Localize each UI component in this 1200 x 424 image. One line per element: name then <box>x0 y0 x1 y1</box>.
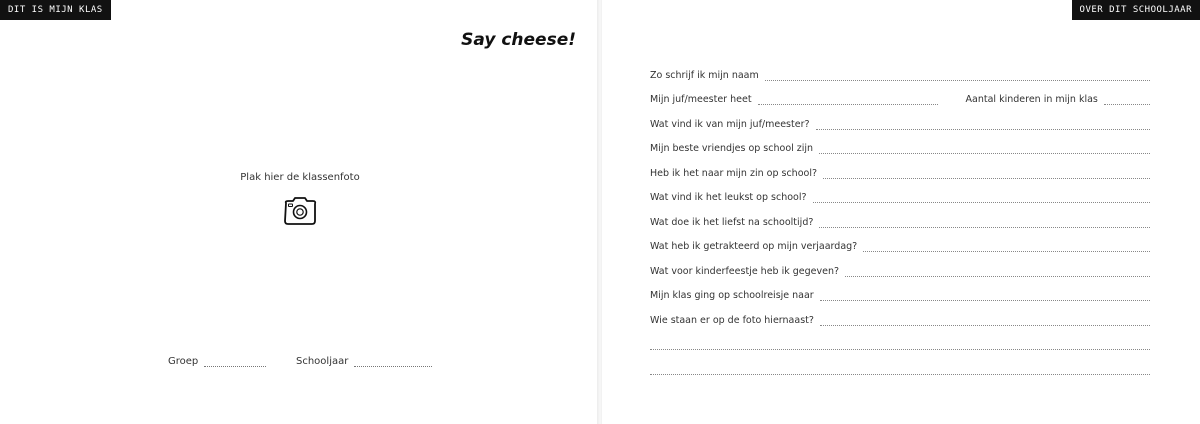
question-row[interactable] <box>650 154 1150 179</box>
answer-dotted-line[interactable] <box>820 291 1150 301</box>
question-row[interactable] <box>650 179 1150 204</box>
extra-answer-line[interactable] <box>650 350 1150 375</box>
section-tag-right: OVER DIT SCHOOLJAAR <box>1072 0 1200 20</box>
question-row[interactable] <box>650 130 1150 155</box>
photo-placeholder-label: Plak hier de klassenfoto <box>240 172 360 183</box>
extra-answer-line[interactable] <box>650 326 1150 351</box>
group-label: Groep <box>168 356 199 367</box>
group-field[interactable] <box>168 356 266 367</box>
name-row[interactable] <box>650 56 1150 81</box>
schoolyear-field[interactable] <box>296 356 432 367</box>
question-label: Wat vind ik van mijn juf/meester? <box>650 118 810 130</box>
question-label: Mijn klas ging op schoolreisje naar <box>650 290 814 301</box>
question-label: Wat voor kinderfeestje heb ik gegeven? <box>650 265 840 277</box>
question-row[interactable] <box>650 228 1150 253</box>
question-list <box>650 56 1150 375</box>
question-label: Wie staan er op de foto hiernaast? <box>650 314 814 326</box>
question-row[interactable] <box>650 252 1150 277</box>
answer-dotted-line[interactable] <box>816 120 1150 130</box>
schoolyear-dotted-line[interactable] <box>354 356 432 367</box>
question-row[interactable] <box>650 277 1150 302</box>
question-label: Heb ik het naar mijn zin op school? <box>650 167 818 179</box>
question-label: Mijn beste vriendjes op school zijn <box>650 143 814 154</box>
answer-dotted-line[interactable] <box>819 218 1150 228</box>
group-dotted-line[interactable] <box>204 356 266 367</box>
class-size-dotted-line[interactable] <box>1104 95 1150 105</box>
teacher-row[interactable] <box>650 81 1150 106</box>
answer-dotted-line[interactable] <box>823 169 1150 179</box>
teacher-label: Mijn juf/meester heet <box>650 94 752 105</box>
left-page <box>0 0 598 424</box>
question-label: Wat vind ik het leukst op school? <box>650 192 807 203</box>
answer-dotted-line[interactable] <box>813 193 1150 203</box>
answer-dotted-line[interactable] <box>820 316 1150 326</box>
question-row[interactable] <box>650 301 1150 326</box>
right-page <box>602 0 1200 424</box>
answer-dotted-line[interactable] <box>765 71 1150 81</box>
answer-dotted-line[interactable] <box>845 267 1150 277</box>
schoolyear-label: Schooljaar <box>296 356 349 367</box>
question-row[interactable] <box>650 203 1150 228</box>
question-label: Wat doe ik het liefst na schooltijd? <box>650 216 814 228</box>
question-label: Wat heb ik getrakteerd op mijn verjaardag? <box>650 241 858 252</box>
camera-icon <box>282 196 318 226</box>
answer-dotted-line[interactable] <box>863 242 1150 252</box>
section-tag-left: DIT IS MIJN KLAS <box>0 0 111 20</box>
teacher-dotted-line[interactable] <box>758 95 938 105</box>
answer-dotted-line[interactable] <box>819 144 1150 154</box>
class-size-label: Aantal kinderen in mijn klas <box>965 94 1098 105</box>
question-label: Zo schrijf ik mijn naam <box>650 69 759 81</box>
question-row[interactable] <box>650 105 1150 130</box>
page-title: Say cheese! <box>461 30 576 50</box>
